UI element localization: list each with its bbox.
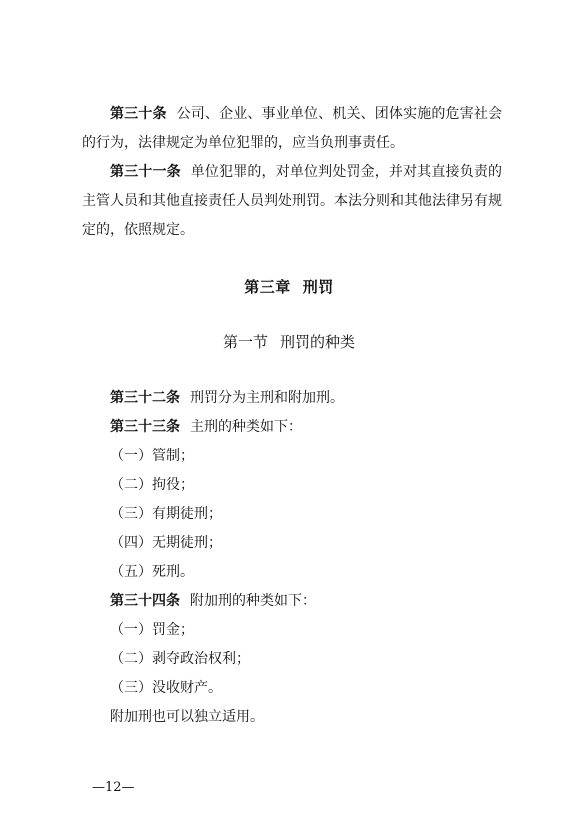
list-item: （一）罚金； <box>110 622 194 638</box>
article-33-number: 第三十三条 <box>110 419 180 435</box>
article-33-text: 主刑的种类如下： <box>190 419 302 435</box>
list-item: （一）管制； <box>110 448 194 464</box>
list-item: （四）无期徒刑； <box>110 535 222 551</box>
section-title: 刑罚的种类 <box>280 333 356 351</box>
article-32 <box>110 384 344 413</box>
section-number: 第一节 <box>222 333 268 351</box>
article-30-number: 第三十条 <box>110 106 167 122</box>
section-heading <box>0 331 578 352</box>
list-item: （二）拘役； <box>110 477 194 493</box>
article-31-text: 单位犯罪的，对单位判处罚金，并对其直接负责的主管人员和其他直接责任人员判处刑罚。本法分则和其他法律另有规定的，依照规定。 <box>82 164 503 238</box>
chapter-heading <box>0 276 578 297</box>
article-34 <box>110 587 316 616</box>
list-item: （二）剥夺政治权利； <box>110 651 250 667</box>
article-32-text: 刑罚分为主刑和附加刑。 <box>190 390 344 406</box>
article-30-text: 公司、企业、事业单位、机关、团体实施的危害社会的行为，法律规定为单位犯罪的，应当负刑事责任。 <box>82 106 503 151</box>
article-34-number: 第三十四条 <box>110 593 180 609</box>
article-34-closing: 附加刑也可以独立适用。 <box>110 709 264 725</box>
article-32-number: 第三十二条 <box>110 390 180 406</box>
chapter-number: 第三章 <box>244 278 291 296</box>
article-30 <box>82 100 502 158</box>
article-34-text: 附加刑的种类如下： <box>190 593 316 609</box>
chapter-title: 刑罚 <box>302 278 334 296</box>
list-item: （五）死刑。 <box>110 564 194 580</box>
list-item: （三）有期徒刑； <box>110 506 222 522</box>
page-number: —12— <box>92 780 135 795</box>
article-31 <box>82 158 502 245</box>
article-33 <box>110 413 302 442</box>
article-31-number: 第三十一条 <box>110 164 181 180</box>
list-item: （三）没收财产。 <box>110 680 222 696</box>
